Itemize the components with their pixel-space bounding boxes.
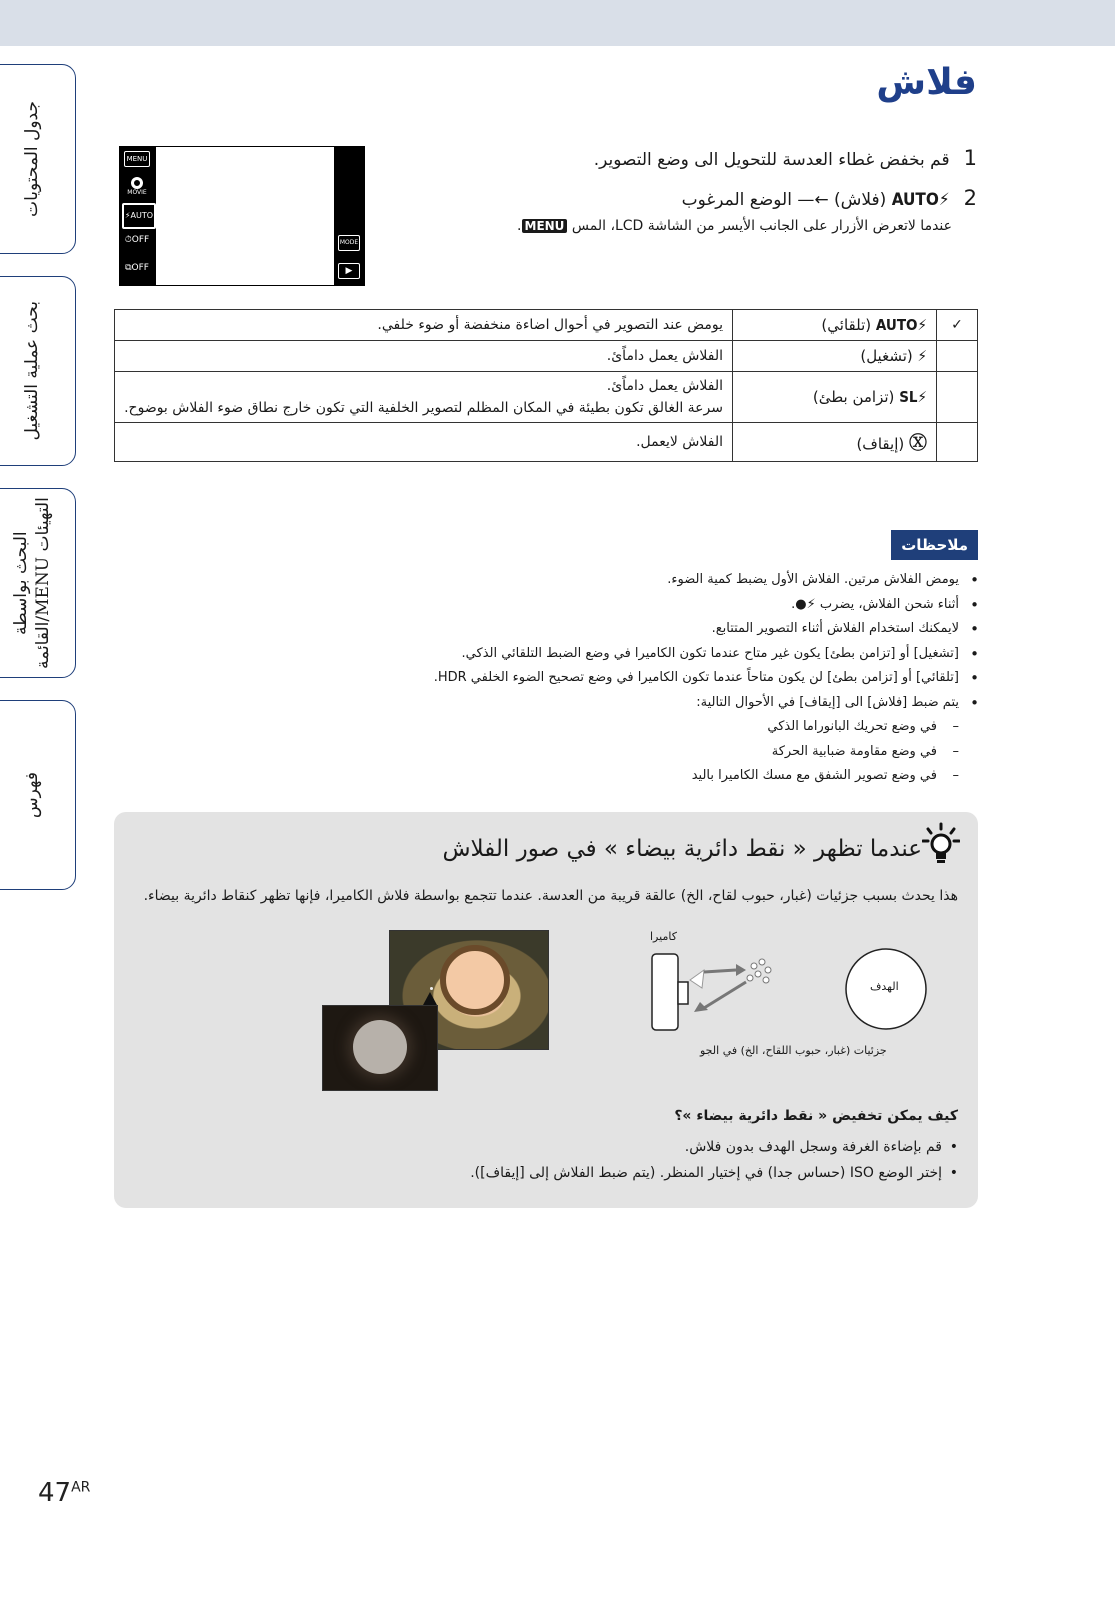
orb-spot (430, 987, 433, 990)
zoom-pointer (423, 992, 437, 1005)
mode-name: (تشغيل) (860, 347, 913, 365)
playback-icon[interactable]: ▶ (338, 263, 360, 279)
step-2 (682, 186, 977, 210)
tab-index[interactable] (0, 700, 76, 890)
mode-desc: الفلاش يعمل داماًئ. (606, 378, 723, 394)
table-row (115, 341, 978, 372)
step-text: (فلاش) ←— الوضع المرغوب (681, 190, 887, 210)
list-item: • إختر الوضع ISO (حساس جدا) في إختيار المنظر. (يتم ضبط الفلاش إلى [إيقاف]). (470, 1160, 942, 1186)
page-number (38, 1478, 90, 1508)
flash-auto-icon: ⚡AUTO (891, 190, 950, 210)
movie-icon[interactable] (123, 177, 151, 196)
orb-closeup (322, 1005, 438, 1091)
tab-label: فهرس (21, 771, 42, 819)
flash-on-icon: ⚡ (917, 347, 927, 365)
camera-shape (652, 954, 678, 1030)
menu-icon[interactable]: MENU (124, 151, 150, 167)
camera-screen (119, 146, 365, 286)
check-cell (937, 372, 978, 423)
tab-operation-search[interactable] (0, 276, 76, 466)
tab-table-of-contents[interactable] (0, 64, 76, 254)
list-item: • [تشغيل] أو [تزامن بطئ] يكون غير متاح عندما تكون الكاميرا في وضع الضبط التلقائي الذكي. (139, 642, 959, 667)
desc-cell (115, 341, 733, 372)
movie-label: MOVIE (127, 189, 147, 196)
mode-desc: الفلاش لايعمل. (636, 434, 723, 450)
list-item: • لايمكنك استخدام الفلاش أثناء التصوير المتتابع. (139, 617, 959, 642)
mode-name: (إيقاف) (856, 435, 905, 453)
flash-slow-sync-icon: ⚡SL (899, 388, 927, 406)
tab-label: بحث عملية التشغيل (21, 301, 42, 441)
lightbulb-icon (922, 822, 960, 864)
mode-name: (تزامن بطئ) (812, 388, 895, 406)
flash-off-icon: Ⓧ (909, 433, 927, 454)
mode-desc: سرعة الغالق تكون بطيئة في المكان المظلم لتصوير الخلفية التي تكون خارج نطاق ضوء الفلاش بوضوح. (124, 400, 723, 416)
target-label: الهدف (870, 980, 899, 993)
tab-label: البحث بواسطة القائمة/MENU التهيئات (10, 497, 53, 669)
step-text: قم بخفض غطاء العدسة للتحويل الى وضع التصوير. (593, 150, 950, 170)
mode-icon[interactable]: MODE (338, 235, 360, 251)
list-item: – في وضع مقاومة ضبابية الحركة (139, 740, 959, 765)
flash-auto-icon: ⚡AUTO (875, 316, 927, 334)
list-item: – في وضع تحريك البانوراما الذكي (139, 715, 959, 740)
menu-badge: MENU (522, 219, 568, 233)
mode-cell (733, 341, 937, 372)
table-row (115, 423, 978, 462)
mode-desc: الفلاش يعمل داماًئ. (606, 348, 723, 364)
tab-label: جدول المحتويات (21, 101, 42, 217)
list-item: • أثناء شحن الفلاش، يضرب ⚡●. (139, 593, 959, 618)
top-bar (0, 0, 1115, 46)
desc-cell (115, 310, 733, 341)
screen-left-column (120, 147, 156, 285)
child-face (440, 945, 510, 1015)
mode-cell (733, 372, 937, 423)
particles-label: جزئيات (غبار، حبوب اللقاح، الخ) في الجو (700, 1044, 887, 1057)
notes-heading: ملاحظات (891, 530, 978, 560)
table-row (115, 372, 978, 423)
list-item: • قم بإضاءة الغرفة وسجل الهدف بدون فلاش. (470, 1134, 942, 1160)
list-item: • [تلقائي] أو [تزامن بطئ] لن يكون متاحاً عندما تكون الكاميرا في وضع تصحيح الضوء الخلفي HDR. (139, 666, 959, 691)
step-number: 2 (963, 186, 977, 210)
check-cell (937, 341, 978, 372)
hint-title: عندما تظهر « نقط دائرية بيضاء » في صور الفلاش (442, 836, 922, 862)
hint-answers (470, 1134, 942, 1186)
desc-cell (115, 372, 733, 423)
desc-cell (115, 423, 733, 462)
page-title: فلاش (876, 62, 977, 103)
screen-right-column (334, 147, 364, 285)
mode-desc: يومض عند التصوير في أحوال اضاءة منخفضة أو ضوء خلفي. (377, 317, 723, 333)
check-cell (937, 423, 978, 462)
step-1 (594, 146, 977, 170)
list-item: • يومض الفلاش مرتين. الفلاش الأول يضبط كمية الضوء. (139, 568, 959, 593)
list-item: • يتم ضبط [فلاش] الى [إيقاف] في الأحوال التالية: (139, 691, 959, 716)
step-number: 1 (963, 146, 977, 170)
mode-cell (733, 310, 937, 341)
page-number-suffix: AR (71, 1479, 91, 1496)
self-timer-off-icon[interactable]: ⏱OFF (124, 235, 150, 245)
hint-question: كيف يمكن تخفيض « نقط دائرية بيضاء »؟ (674, 1108, 958, 1124)
camera-label: كاميرا (650, 930, 677, 943)
flash-modes-table (114, 309, 978, 462)
mode-name: (تلقائي) (821, 316, 872, 334)
default-check-icon: ✓ (937, 310, 978, 341)
step-note-text: عندما لاتعرض الأزرار على الجانب الأيسر من الشاشة LCD، المس (571, 218, 952, 234)
mode-cell (733, 423, 937, 462)
hint-paragraph: هذا يحدث بسبب جزئيات (غبار، حبوب لقاح، الخ) عالقة قريبة من العدسة. عندما تتجمع بواسطة فلاش الكاميرا، فإنها تظهر كنقاط دائرية بيضاء. (143, 888, 958, 904)
list-item: – في وضع تصوير الشفق مع مسك الكاميرا باليد (139, 764, 959, 789)
table-row (115, 310, 978, 341)
hint-box (114, 812, 978, 1208)
step-note: عندما لاتعرض الأزرار على الجانب الأيسر من الشاشة LCD، المس MENU. (517, 218, 952, 234)
page-number-value: 47 (38, 1478, 72, 1508)
tab-menu-search[interactable] (0, 488, 76, 678)
flash-auto-icon[interactable]: ⚡AUTO (122, 203, 156, 229)
notes-list (139, 568, 959, 789)
burst-off-icon[interactable]: ⧉OFF (125, 263, 149, 273)
